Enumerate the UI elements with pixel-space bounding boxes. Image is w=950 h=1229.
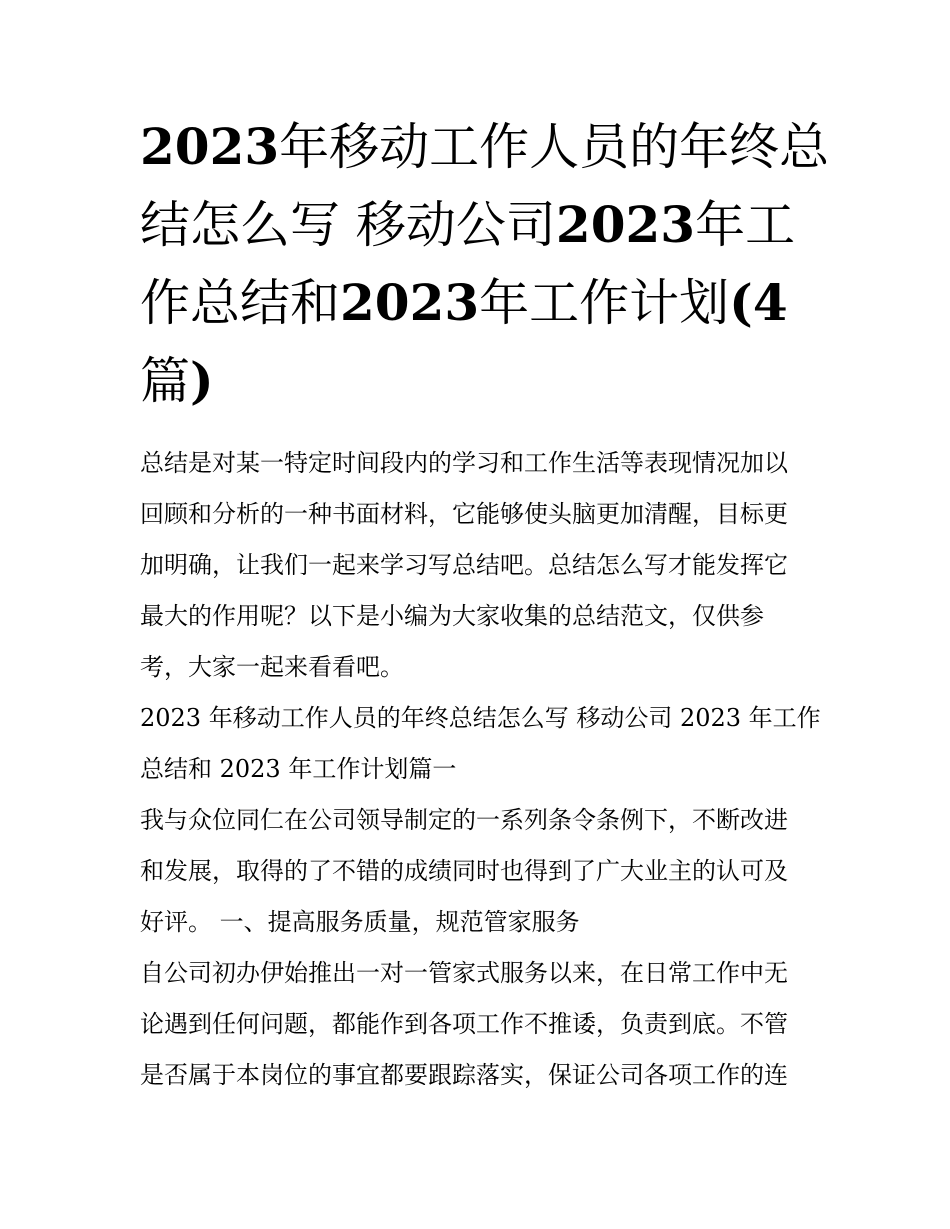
body-line: 回顾和分析的一种书面材料，它能够使头脑更加清醒，目标更 — [140, 500, 788, 528]
body-line: 我与众位同仁在公司领导制定的一系列条令条例下，不断改进 — [140, 806, 788, 834]
body-line: 是否属于本岗位的事宜都要跟踪落实，保证公司各项工作的连 — [140, 1061, 788, 1089]
document-title — [140, 108, 830, 420]
title-line — [140, 108, 830, 186]
title-segment: 年工 — [695, 196, 796, 254]
title-segment: 篇 — [140, 352, 190, 410]
body-line: 总结是对某一特定时间段内的学习和工作生活等表现情况加以 — [140, 449, 788, 477]
body-line: 自公司初办伊始推出一对一管家式服务以来，在日常工作中无 — [140, 959, 788, 987]
title-segment: 年移动工作人员的年终总 — [279, 118, 830, 176]
title-segment: ) — [190, 351, 214, 410]
title-segment: 结怎么写 移动公司 — [140, 196, 556, 254]
title-segment: 2023 — [140, 117, 280, 176]
document-page — [140, 108, 830, 1101]
title-line — [140, 186, 820, 264]
title-line — [140, 342, 820, 420]
body-line: 考，大家一起来看看吧。 — [140, 653, 404, 681]
title-segment: 年工作计划 — [479, 274, 730, 332]
section-heading-line: 2023 年移动工作人员的年终总结怎么写 移动公司 2023 年工作 — [140, 704, 821, 732]
body-line: 和发展，取得的了不错的成绩同时也得到了广大业主的认可及 — [140, 857, 788, 885]
title-segment: 2023 — [555, 195, 696, 254]
document-body — [140, 438, 820, 1101]
title-line — [140, 264, 820, 342]
body-line: 好评。 一、提高服务质量，规范管家服务 — [140, 908, 580, 936]
body-line: 论遇到任何问题，都能作到各项工作不推诿，负责到底。不管 — [140, 1010, 788, 1038]
title-segment: 2023 — [340, 273, 480, 332]
title-segment: (4 — [729, 273, 788, 332]
title-segment: 作总结和 — [140, 274, 340, 332]
body-line: 最大的作用呢？以下是小编为大家收集的总结范文，仅供参 — [140, 602, 764, 630]
body-line: 加明确，让我们一起来学习写总结吧。总结怎么写才能发挥它 — [140, 551, 788, 579]
section-heading-line: 总结和 2023 年工作计划篇一 — [140, 755, 457, 783]
